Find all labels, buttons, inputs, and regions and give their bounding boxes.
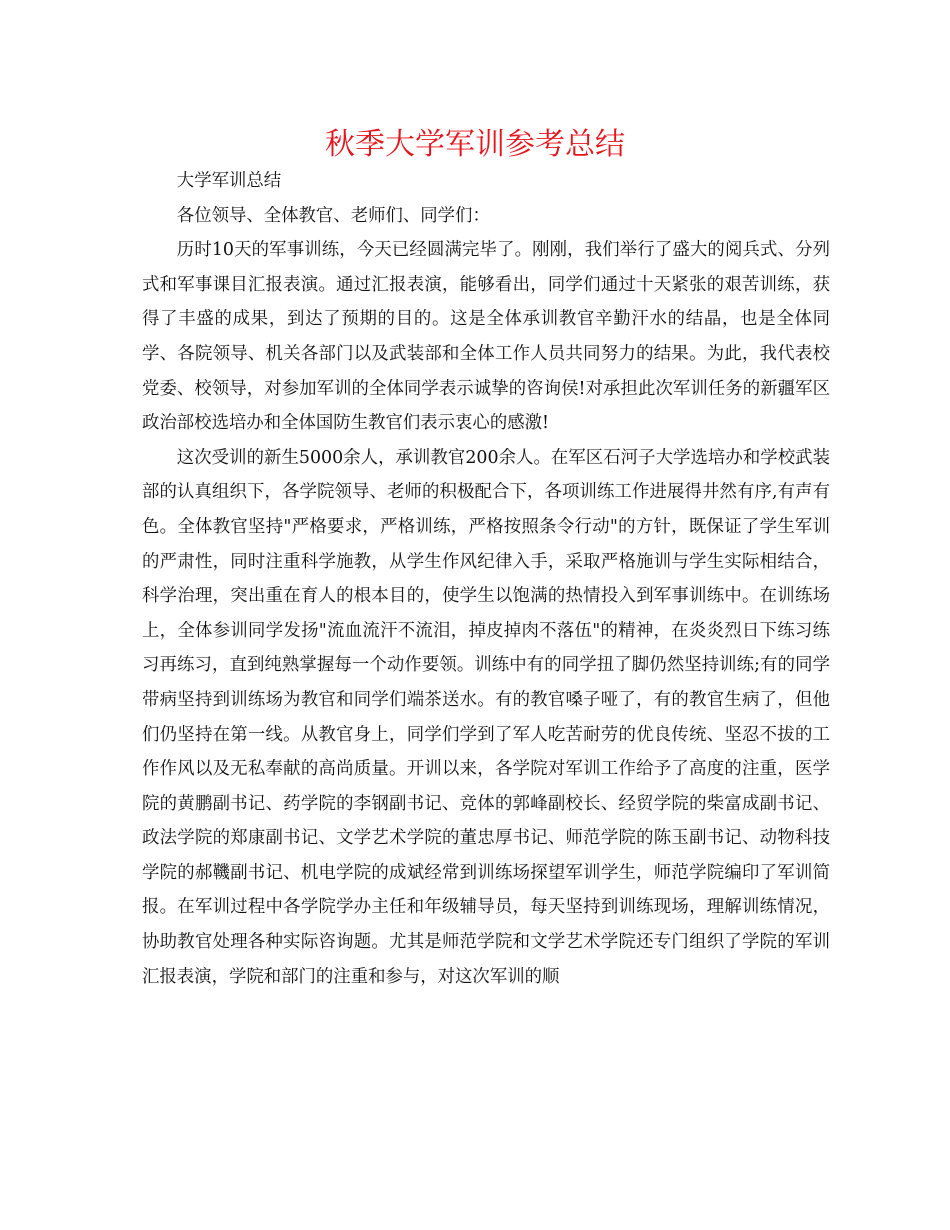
paragraph-opening: 历时10天的军事训练，今天已经圆满完毕了。刚刚，我们举行了盛大的阅兵式、分列式和军事课目汇报表演。通过汇报表演，能够看出，同学们通过十天紧张的艰苦训练，获得了丰盛的成果，到达了预期的目的。这是全体承训教官辛勤汗水的结晶，也是全体同学、各院领导、机关各部门以及武装部和全体工作人员共同努力的结果。为此，我代表校党委、校领导，对参加军训的全体同学表示诚挚的咨询侯!对承担此次军训任务的新疆军区政治部校选培办和全体国防生教官们表示衷心的感激!	[142, 240, 830, 434]
paragraph-salutation: 各位领导、全体教官、老师们、同学们：	[176, 205, 490, 226]
paragraph-details: 这次受训的新生5000余人，承训教官200余人。在军区石河子大学选培办和学校武装部的认真组织下，各学院领导、老师的积极配合下，各项训练工作进展得井然有序,有声有色。全体教官坚持"严格要求，严格训练，严格按照条令行动"的方针，既保证了学生军训的严肃性，同时注重科学施教，从学生作风纪律入手，采取严格施训与学生实际相结合，科学治理，突出重在育人的根本目的，使学生以饱满的热情投入到军事训练中。在训练场上，全体参训同学发扬"流血流汗不流泪，掉皮掉肉不落伍"的精神，在炎炎烈日下练习练习再练习，直到纯熟掌握每一个动作要领。训练中有的同学扭了脚仍然坚持训练;有的同学带病坚持到训练场为教官和同学们端茶送水。有的教官嗓子哑了，有的教官生病了，但他们仍坚持在第一线。从教官身上，同学们学到了军人吃苦耐劳的优良传统、坚忍不拔的工作作风以及无私奉献的高尚质量。开训以来，各学院对军训工作给予了高度的注重，医学院的黄鹏副书记、药学院的李钢副书记、竞体的郭峰副校长、经贸学院的柴富成副书记、政法学院的郑康副书记、文学艺术学院的董忠厚书记、师范学院的陈玉副书记、动物科技学院的郝鞿副书记、机电学院的成斌经常到训练场探望军训学生，师范学院编印了军训简报。在军训过程中各学院学办主任和年级辅导员，每天坚持到训练现场，理解训练情况，协助教官处理各种实际咨询题。尤其是师范学院和文学艺术学院还专门组织了学院的军训汇报表演，学院和部门的注重和参与，对这次军训的顺	[142, 447, 830, 987]
document-body	[142, 164, 830, 994]
paragraph-subtitle: 大学军训总结	[176, 171, 282, 191]
document-title: 秋季大学军训参考总结	[325, 127, 625, 162]
